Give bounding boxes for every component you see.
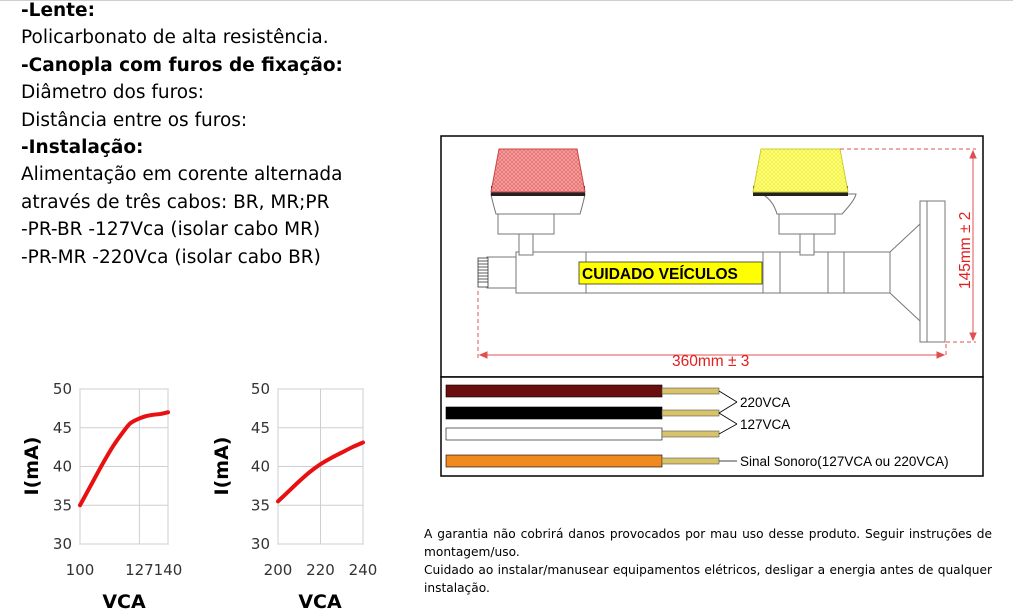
instalacao-heading: -Instalação: — [21, 137, 144, 159]
lente-text: Policarbonato de alta resistência. — [21, 27, 329, 49]
chart-127v-xtick-label: 100 — [65, 561, 95, 579]
warning-band-label: CUIDADO VEÍCULOS — [582, 266, 738, 283]
warranty-notice — [424, 525, 992, 597]
chart-127v-ytick-label: 30 — [52, 535, 72, 553]
product-diagram — [440, 134, 985, 478]
length-dimension-label: 360mm ± 3 — [672, 353, 750, 370]
notice-paragraph-1: A garantia não cobrirá danos provocados por mau uso desse produto. Seguir instruções de montagem/uso. — [424, 527, 992, 559]
chart-220v-ytick-label: 35 — [250, 496, 270, 515]
chart-220v-plot — [251, 380, 377, 579]
chart-127v-xlabel: VCA — [102, 591, 146, 612]
chart-127v — [0, 372, 200, 612]
chart-220v-ytick-label: 30 — [250, 535, 270, 553]
diametro-text: Diâmetro dos furos: — [21, 82, 204, 104]
chart-127v-xtick-label: 140 — [153, 561, 183, 579]
chart-220v-xtick-label: 240 — [348, 561, 378, 579]
instalacao-line-2: através de três cabos: BR, MR;PR — [21, 191, 330, 213]
distancia-text: Distância entre os furos: — [21, 109, 248, 131]
chart-220v-xtick-label: 220 — [306, 561, 335, 579]
chart-127v-ytick-label: 40 — [52, 457, 72, 476]
notice-paragraph-2: Cuidado ao instalar/manusear equipamentos elétricos, desligar a energia antes de qualquer instalação. — [424, 563, 992, 595]
instalacao-line-4: -PR-MR -220Vca (isolar cabo BR) — [21, 246, 321, 268]
label-sinal-sonoro: Sinal Sonoro(127VCA ou 220VCA) — [740, 454, 949, 469]
chart-220v-ytick-label: 45 — [250, 418, 270, 437]
connector-ribbed — [478, 258, 488, 287]
chart-127v-ylabel: I(mA) — [21, 436, 43, 496]
specifications-block — [21, 0, 343, 271]
chart-220v-xlabel: VCA — [298, 591, 342, 612]
label-127vca: 127VCA — [740, 417, 791, 432]
chart-220v-ylabel: I(mA) — [211, 436, 233, 496]
chart-127v-ytick-label: 35 — [52, 496, 72, 515]
instalacao-line-1: Alimentação em corente alternada — [21, 164, 343, 186]
height-dimension-label: 145mm ± 2 — [957, 211, 974, 289]
chart-127v-xtick-label: 127 — [125, 561, 154, 579]
label-220vca: 220VCA — [740, 395, 791, 410]
chart-220v-xtick-label: 200 — [263, 561, 293, 579]
chart-220v — [200, 372, 400, 612]
chart-127v-ytick-label: 45 — [52, 418, 72, 437]
chart-127v-ytick-label: 50 — [52, 380, 72, 398]
instalacao-line-3: -PR-BR -127Vca (isolar cabo MR) — [21, 219, 321, 241]
chart-220v-ytick-label: 40 — [250, 457, 270, 476]
canopla-heading: -Canopla com furos de fixação: — [21, 54, 343, 76]
chart-220v-ytick-label: 50 — [250, 380, 270, 398]
lente-heading: -Lente: — [21, 0, 95, 21]
chart-127v-plot — [53, 380, 182, 579]
